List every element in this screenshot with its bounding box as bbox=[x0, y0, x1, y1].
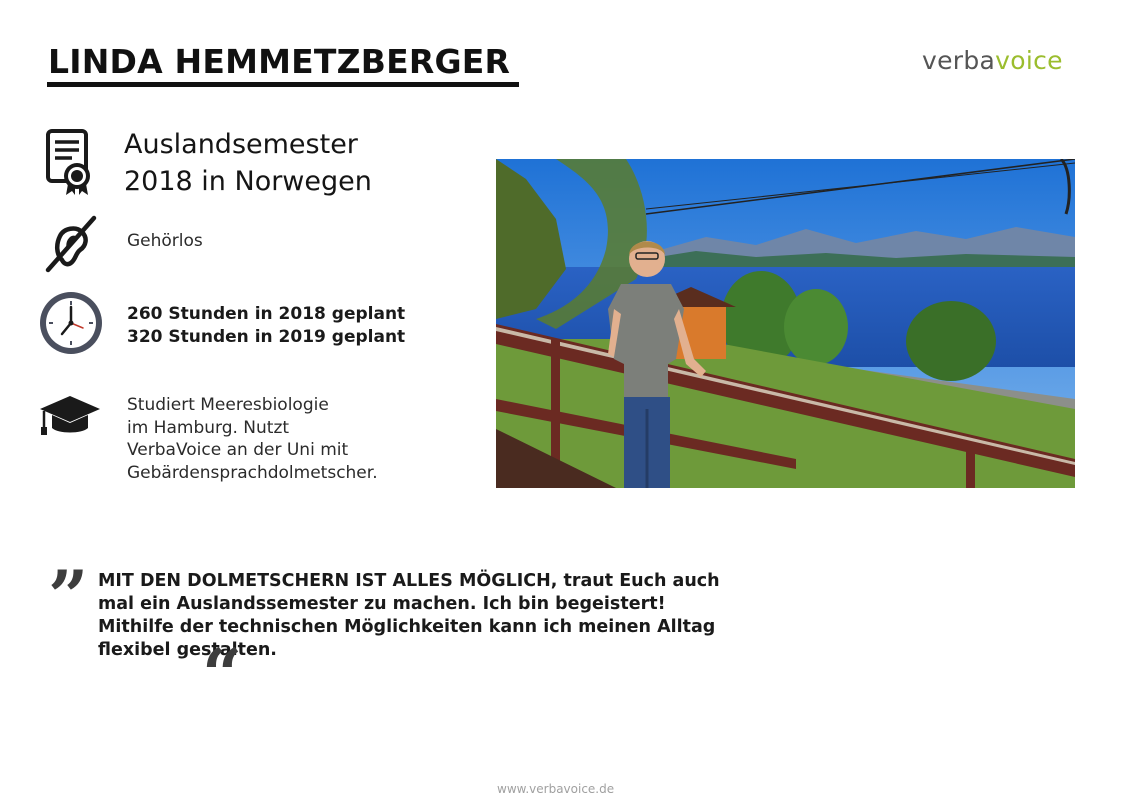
semester-line-1: Auslandsemester bbox=[124, 129, 358, 160]
testimonial-quote: MIT DEN DOLMETSCHERN IST ALLES MÖGLICH, traut Euch auch mal ein Auslandssemester zu machen. Ich bin begeistert! Mithilfe der technischen Möglichkeiten kann ich meinen Alltag flexibel gestalten. bbox=[98, 571, 720, 660]
logo-voice: voice bbox=[995, 46, 1063, 75]
certificate-icon bbox=[40, 128, 104, 192]
semester-line-2: 2018 in Norwegen bbox=[124, 166, 372, 197]
study-line-3: VerbaVoice an der Uni mit bbox=[127, 440, 349, 460]
hours-line-1: 260 Stunden in 2018 geplant bbox=[127, 304, 406, 324]
footer-url: www.verbavoice.de bbox=[497, 782, 615, 796]
study-line-1: Studiert Meeresbiologie bbox=[127, 395, 329, 415]
verbavoice-logo bbox=[922, 46, 1063, 75]
semester-heading bbox=[124, 126, 372, 200]
hours-block bbox=[127, 303, 405, 349]
deaf-ear-icon bbox=[42, 214, 106, 278]
graduation-cap-icon bbox=[38, 392, 102, 456]
page-title: LINDA HEMMETZBERGER bbox=[48, 42, 511, 81]
logo-verba: verba bbox=[922, 46, 996, 75]
quote-close-mark: “ bbox=[202, 633, 243, 716]
study-line-4: Gebärdensprachdolmetscher. bbox=[127, 462, 378, 483]
study-description bbox=[127, 394, 378, 484]
quote-open-mark: ” bbox=[48, 555, 89, 638]
study-line-2: im Hamburg. Nutzt bbox=[127, 417, 290, 438]
title-underline bbox=[47, 82, 519, 87]
clock-icon bbox=[38, 290, 102, 354]
portrait-photo bbox=[496, 159, 1075, 488]
hours-line-2: 320 Stunden in 2019 geplant bbox=[127, 327, 406, 347]
hearing-status: Gehörlos bbox=[127, 231, 203, 251]
